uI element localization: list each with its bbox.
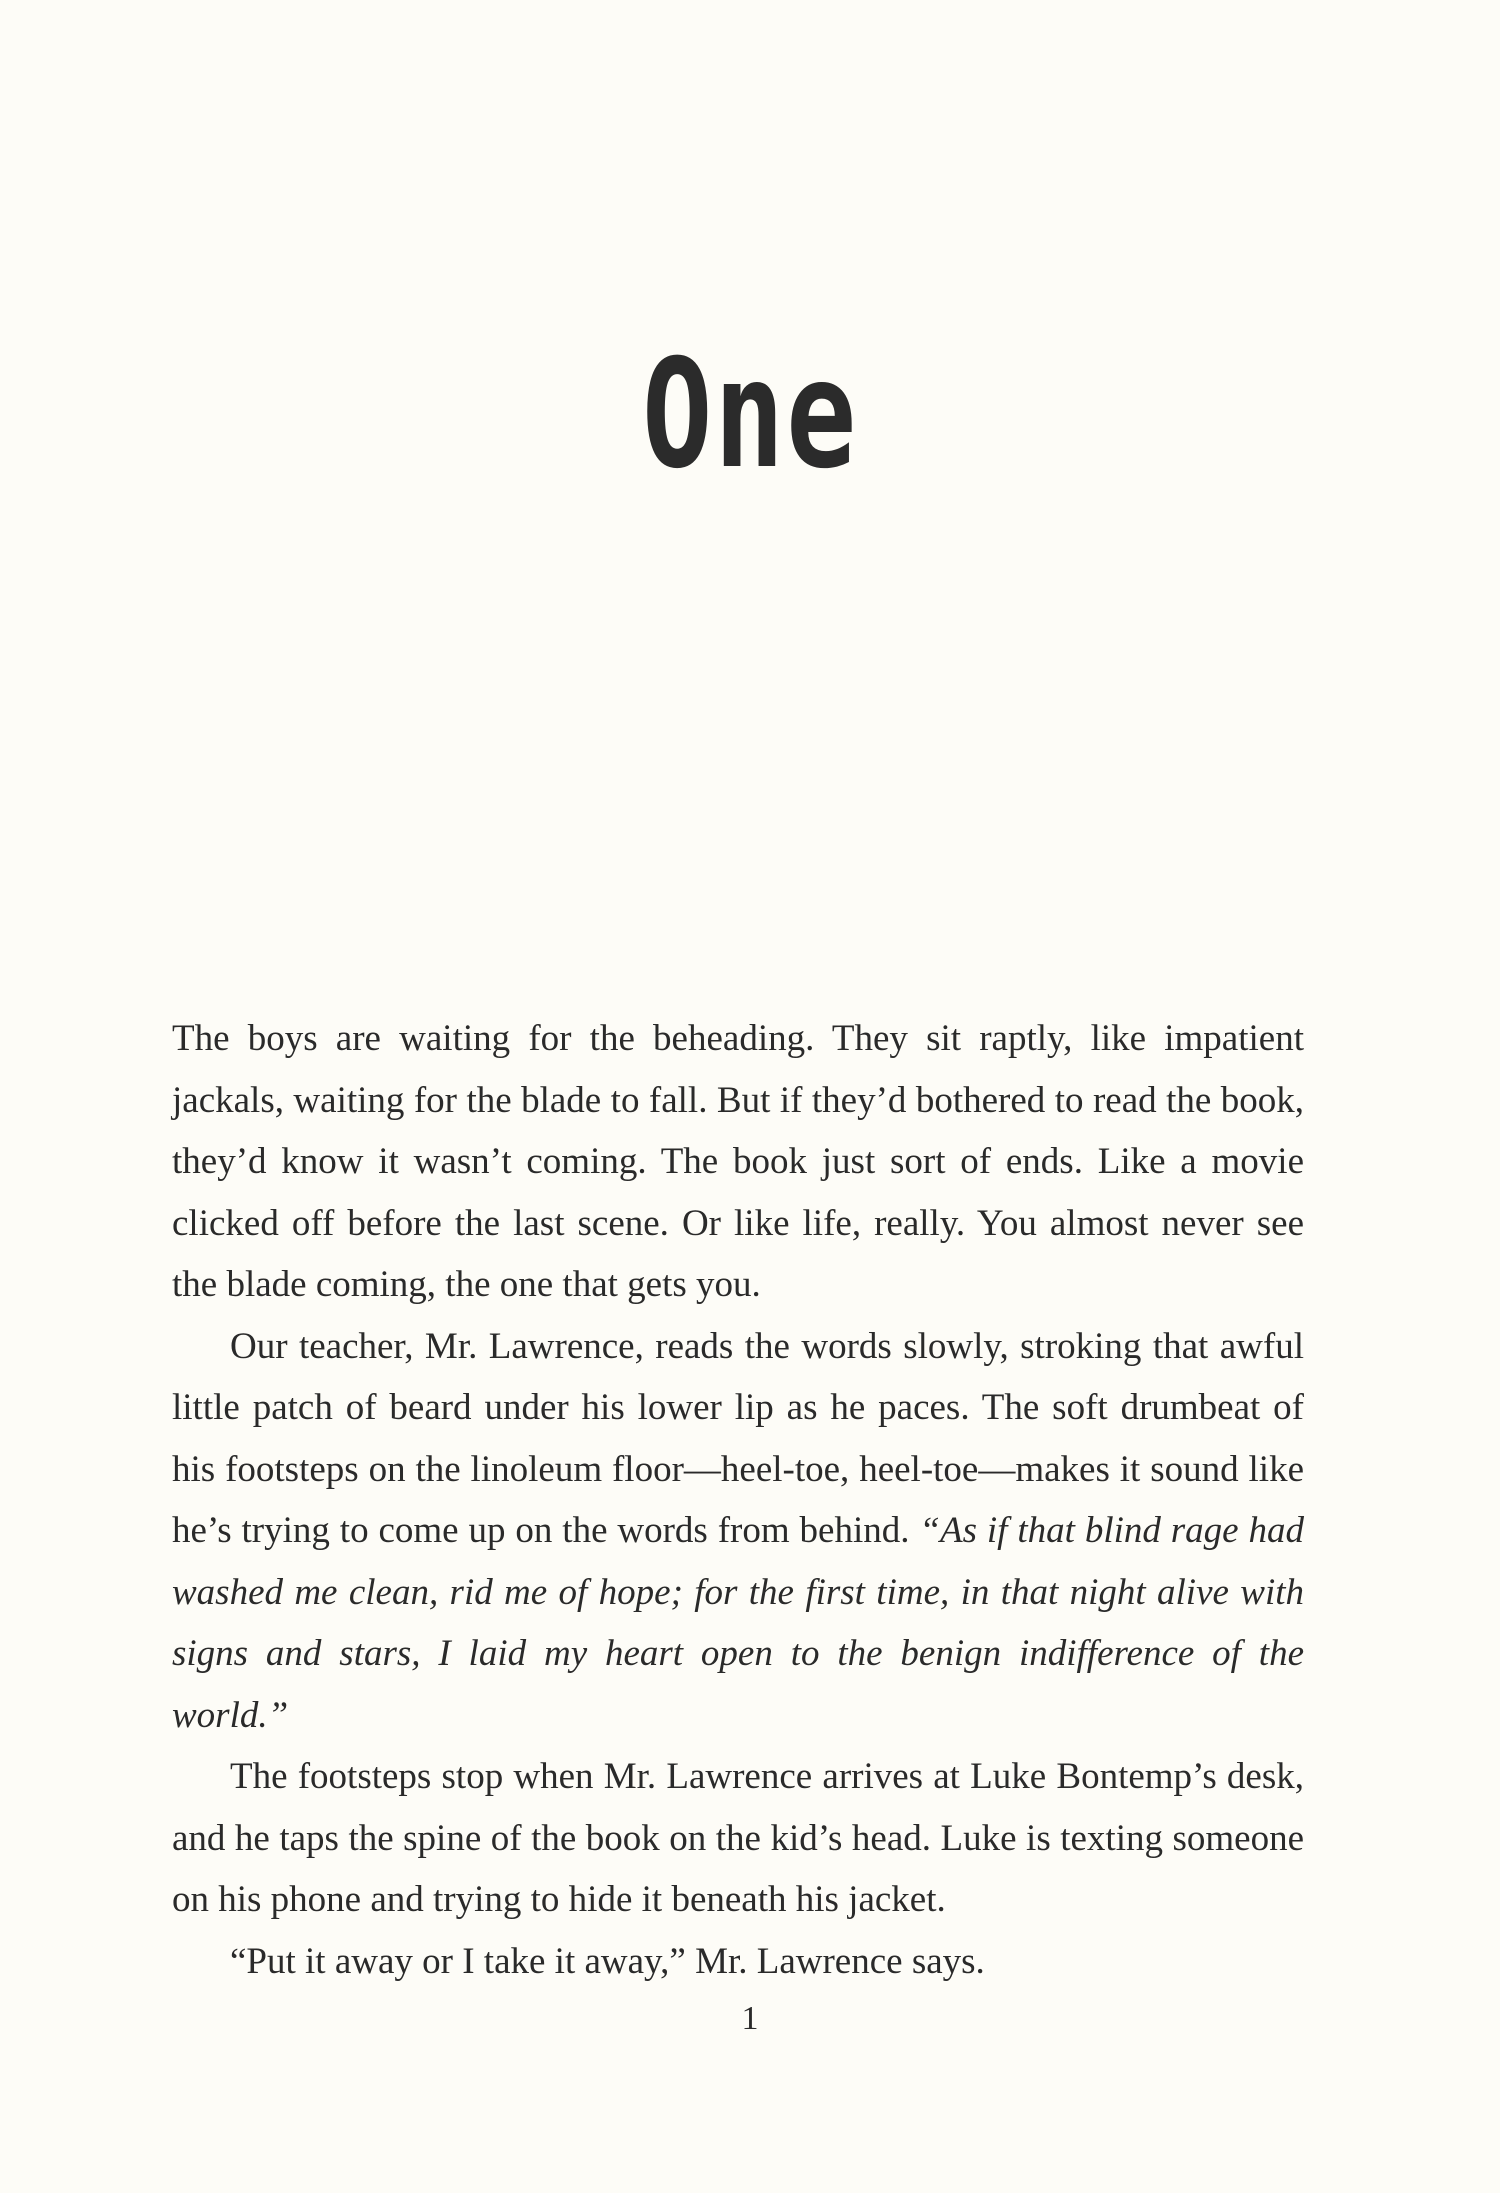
paragraph-3 bbox=[172, 1746, 1304, 1931]
chapter-title: One bbox=[641, 328, 859, 502]
paragraph-1 bbox=[172, 1008, 1304, 1316]
paragraph-4-text: “Put it away or I take it away,” Mr. Lawrence says. bbox=[230, 1940, 985, 1982]
paragraph-3-text: The footsteps stop when Mr. Lawrence arrives at Luke Bontemp’s desk, and he taps the spine of the book on the kid’s head. Luke is texting someone on his phone and trying to hide it beneath his jacket. bbox=[172, 1756, 1304, 1920]
paragraph-2-text: Our teacher, Mr. Lawrence, reads the words slowly, stroking that awful little patch of beard under his lower lip as he paces. The soft drumbeat of his footsteps on the linoleum floor—heel-toe, heel-toe—makes it sound like he’s trying to come up on the words from behind. bbox=[172, 1325, 1304, 1551]
paragraph-1-text: The boys are waiting for the beheading. They sit raptly, like impatient jackals, waiting for the blade to fall. But if they’d bothered to read the book, they’d know it wasn’t coming. The book just sort of ends. Like a movie clicked off before the last scene. Or like life, really. You almost never see the blade coming, the one that gets you. bbox=[172, 1018, 1304, 1305]
paragraph-2 bbox=[172, 1316, 1304, 1747]
paragraph-4 bbox=[172, 1931, 1304, 1993]
body-text bbox=[172, 1008, 1304, 1992]
paragraph-2-quote: “As if that blind rage had washed me clean, rid me of hope; for the first time, in that night alive with signs and stars, I laid my heart open to the benign indifference of the world.” bbox=[172, 1510, 1305, 1736]
page-number: 1 bbox=[741, 2000, 759, 2037]
